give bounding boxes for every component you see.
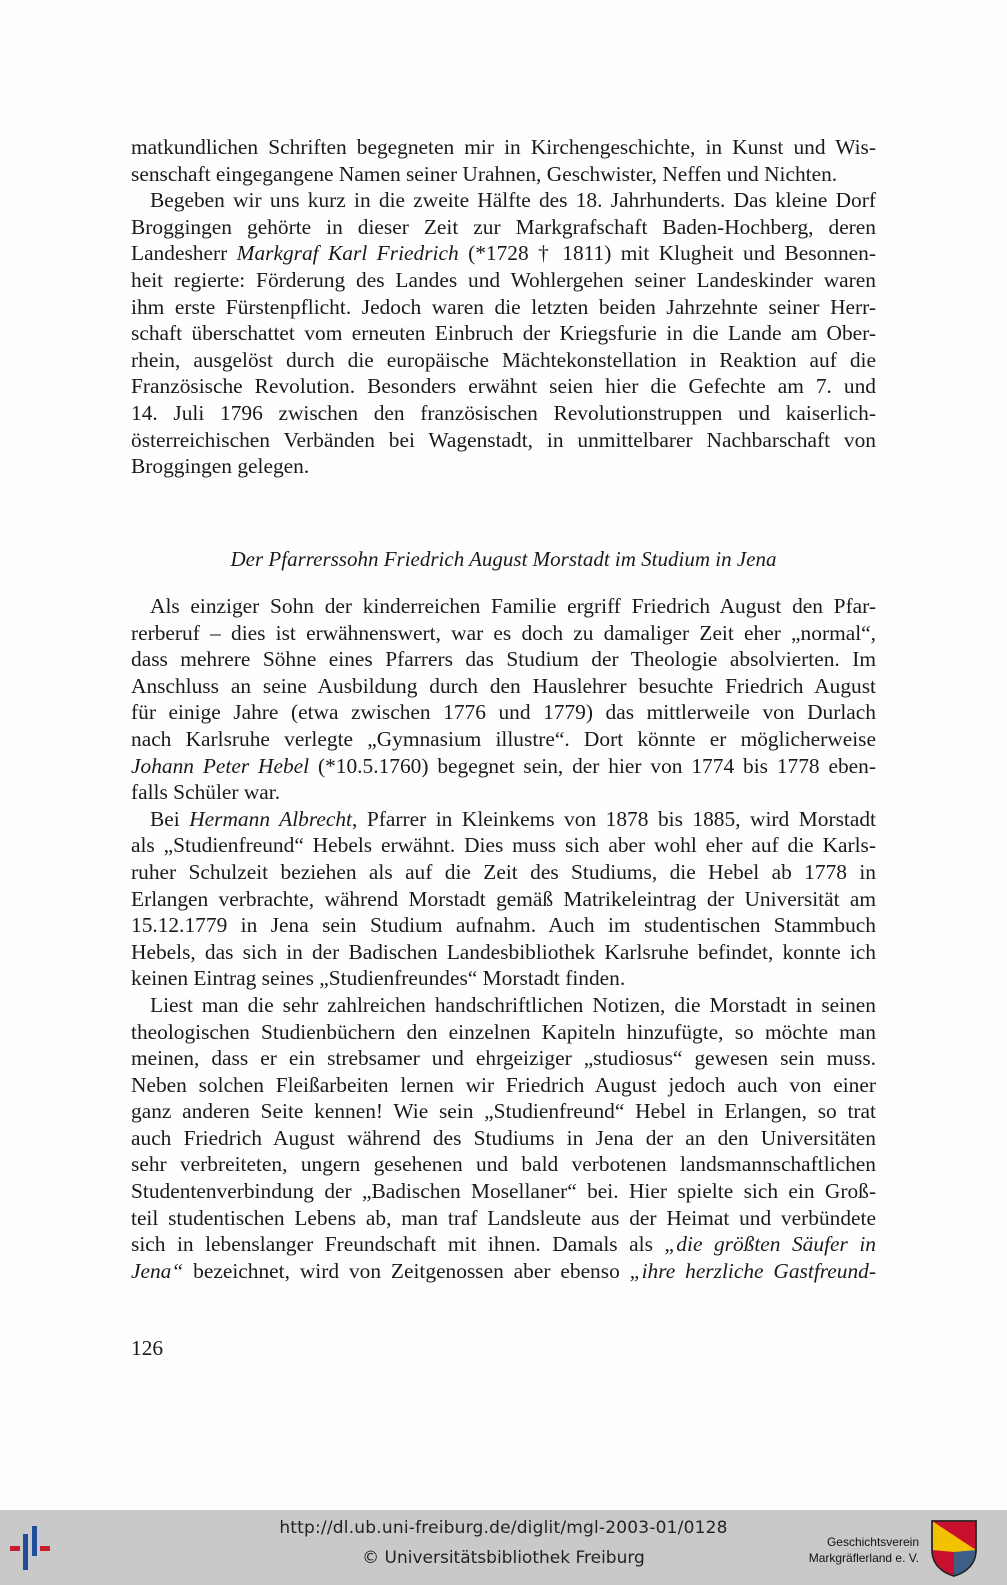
text-line: als „Studienfreund“ Hebels erwähnt. Dies muss sich aber wohl eher auf die Karls- [131, 833, 876, 858]
text-line: Begeben wir uns kurz in die zweite Hälfte des 18. Jahrhunderts. Das kleine Dorf [150, 188, 876, 213]
body-text [131, 134, 876, 480]
paragraph-2 [131, 187, 876, 480]
text-line: Broggingen gehörte in dieser Zeit zur Markgrafschaft Baden-Hochberg, deren [131, 214, 876, 239]
society-name-line2: Markgräflerland e. V. [808, 1551, 919, 1565]
body-text-2 [131, 593, 876, 1284]
text-line: Französische Revolution. Besonders erwähnt seien hier die Gefechte am 7. und [131, 374, 876, 399]
document-url-link[interactable]: http://dl.ub.uni-freiburg.de/diglit/mgl-2003-01/0128 [279, 1518, 728, 1538]
text-line: Neben solchen Fleißarbeiten lernen wir Friedrich August jedoch auch von einer [131, 1072, 876, 1097]
text-line: für einige Jahre (etwa zwischen 1776 und 1779) das mittlerweile von Durlach [131, 700, 876, 725]
text-line: Erlangen verbrachte, während Morstadt gemäß Matrikeleintrag der Universität am [131, 886, 876, 911]
text-line: Studentenverbindung der „Badischen Mosellaner“ bei. Hier spielte sich ein Groß- [131, 1179, 876, 1204]
text-line: keinen Eintrag seines „Studienfreundes“ Morstadt finden. [131, 966, 626, 991]
emphasis-quote: „ihre herzliche Gastfreund- [629, 1258, 877, 1283]
emphasis-name: Johann Peter Hebel [131, 753, 310, 778]
text-line: schaft überschattet vom erneuten Einbruch der Kriegsfurie in die Lande am Ober- [131, 321, 876, 346]
society-name-line1: Geschichtsverein [826, 1535, 919, 1549]
section-heading: Der Pfarrerssohn Friedrich August Morstadt im Studium in Jena [230, 547, 777, 571]
text-line: rerberuf – dies ist erwähnenswert, war es doch zu damaliger Zeit eher „normal“, [131, 620, 876, 645]
society-name[interactable] [809, 1534, 919, 1566]
text-line: Broggingen gelegen. [131, 454, 310, 479]
text-line [131, 1258, 876, 1285]
text-line: theologischen Studienbüchern den einzelnen Kapiteln hinzufügte, so möchte man [131, 1019, 876, 1044]
text-fragment: Bei [150, 806, 190, 831]
text-line: ihm erste Fürstenpflicht. Jedoch waren die letzten beiden Jahrzehnte seiner Herr- [131, 294, 876, 319]
text-line: meinen, dass er ein strebsamer und ehrgeiziger „studiosus“ gewesen sein muss. [131, 1046, 876, 1071]
text-line: ruher Schulzeit beziehen als auf die Zeit des Studiums, die Hebel ab 1778 in [131, 859, 876, 884]
text-line [131, 1231, 876, 1258]
text-line: nach Karlsruhe verlegte „Gymnasium illustre“. Dort könnte er möglicherweise [131, 726, 876, 751]
paragraph-4 [131, 806, 876, 992]
text-line: Anschluss an seine Ausbildung durch den Hauslehrer besuchte Friedrich August [131, 673, 876, 698]
page-number: 126 [131, 1336, 164, 1360]
text-line [131, 240, 876, 267]
text-line: matkundlichen Schriften begegneten mir in Kirchengeschichte, in Kunst und Wis- [131, 135, 876, 159]
emphasis-quote: Jena“ [131, 1258, 184, 1283]
text-fragment: bezeichnet, wird von Zeitgenossen aber ebenso [183, 1258, 630, 1283]
text-line: senschaft eingegangene Namen seiner Urahnen, Geschwister, Neffen und Nichten. [131, 161, 838, 186]
emphasis-quote: „die größten Säufer in [664, 1232, 876, 1257]
text-line [131, 806, 876, 833]
text-line: auch Friedrich August während des Studiums in Jena der an den Universitäten [131, 1125, 876, 1150]
text-fragment: , Pfarrer in Kleinkems von 1878 bis 1885, wird Morstadt [352, 806, 876, 831]
emphasis-name: Markgraf Karl Friedrich [236, 241, 459, 266]
text-line: Liest man die sehr zahlreichen handschriftlichen Notizen, die Morstadt in seinen [150, 992, 876, 1017]
text-line: dass mehrere Söhne eines Pfarrers das Studium der Theologie absolvierten. Im [131, 647, 876, 672]
paragraph-3 [131, 593, 876, 806]
emphasis-name: Hermann Albrecht [189, 806, 352, 831]
text-line: 15.12.1779 in Jena sein Studium aufnahm. Auch im studentischen Stammbuch [131, 913, 876, 938]
copyright-text: © Universitätsbibliothek Freiburg [362, 1548, 645, 1568]
text-line: österreichischen Verbänden bei Wagenstadt, in unmittelbarer Nachbarschaft von [131, 427, 876, 452]
text-fragment: sich in lebenslanger Freundschaft mit ihnen. Damals als [131, 1232, 665, 1257]
footer-bar [0, 1510, 1007, 1585]
text-fragment: (*10.5.1760) begegnet sein, der hier von 1774 bis 1778 eben- [309, 753, 876, 778]
coat-of-arms-icon[interactable] [929, 1518, 979, 1578]
text-line: Hebels, das sich in der Badischen Landesbibliothek Karlsruhe befindet, konnte ich [131, 939, 876, 964]
paragraph-5 [131, 992, 876, 1285]
text-line: heit regierte: Förderung des Landes und Wohlergehen seiner Landeskinder waren [131, 267, 876, 292]
text-fragment: Landesherr [131, 241, 237, 266]
text-line: Als einziger Sohn der kinderreichen Familie ergriff Friedrich August den Pfar- [150, 594, 876, 618]
text-line: ganz anderen Seite kennen! Wie sein „Studienfreund“ Hebel in Erlangen, so trat [131, 1099, 876, 1124]
text-line: falls Schüler war. [131, 780, 281, 805]
paragraph-1 [131, 134, 876, 187]
text-line [131, 753, 876, 780]
text-line: sehr verbreiteten, ungern gesehenen und bald verbotenen landsmannschaftlichen [131, 1152, 876, 1177]
text-line: 14. Juli 1796 zwischen den französischen Revolutionstruppen und kaiserlich- [131, 400, 876, 425]
text-fragment: (*1728 † 1811) mit Klugheit und Besonnen- [458, 241, 876, 266]
text-line: rhein, ausgelöst durch die europäische Mächtekonstellation in Reaktion auf die [131, 347, 876, 372]
text-line: teil studentischen Lebens ab, man traf Landsleute aus der Heimat und verbündete [131, 1205, 876, 1230]
